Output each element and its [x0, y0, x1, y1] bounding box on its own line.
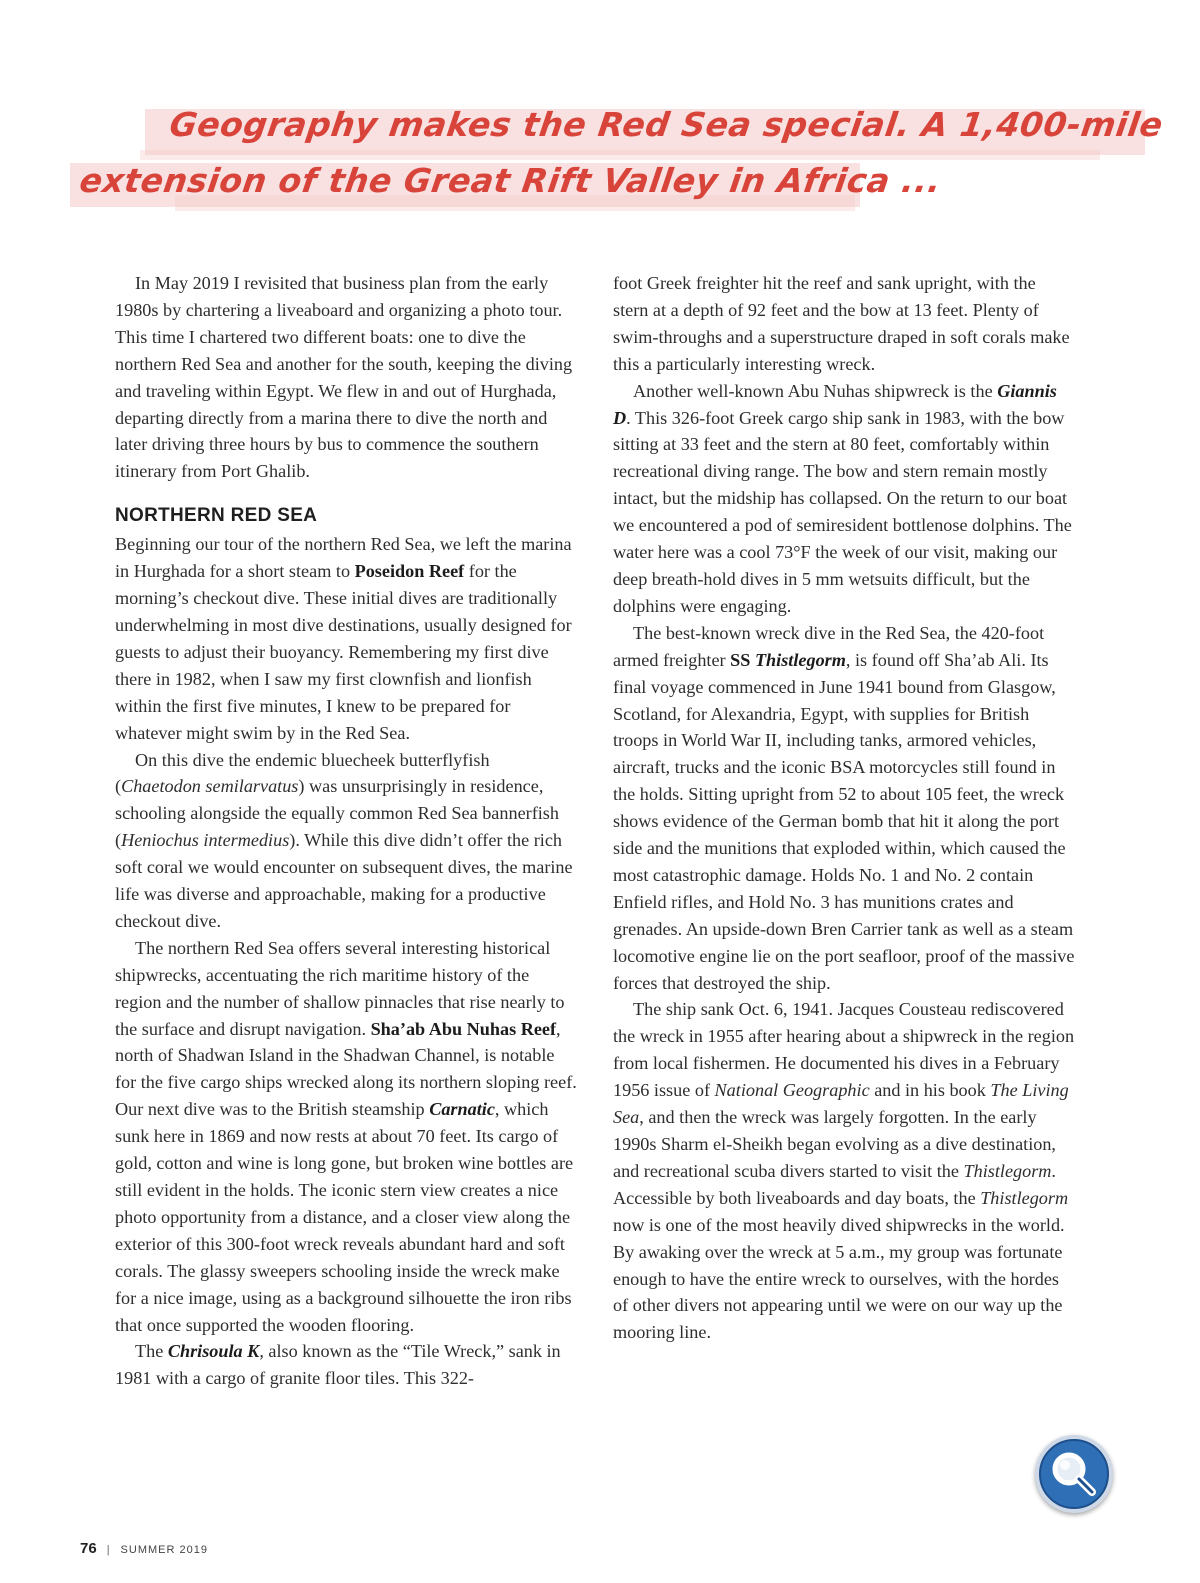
paragraph: The Chrisoula K, also known as the “Tile Wreck,” sank in 1981 with a cargo of granite floor tiles. This 322- [115, 1341, 561, 1389]
article-column-right [613, 270, 1075, 1346]
footer-separator: | [106, 1544, 111, 1556]
ship-name: SS Thistlegorm [730, 649, 846, 670]
ship-name: Carnatic [429, 1099, 495, 1120]
place-name: Sha’ab Abu Nuhas Reef [370, 1018, 557, 1039]
paragraph: The best-known wreck dive in the Red Sea, the 420-foot armed freighter SS Thistlegorm, is found off Sha’ab Ali. Its final voyage commenced in June 1941 bound from Glasgow, Scotland, for Alexandria, Egypt, with supplies for British troops in World War II, including tanks, armored vehicles, aircraft, trucks and the iconic BSA motorcycles still found in the holds. Sitting upright from 52 to about 105 feet, the wreck shows evidence of the German bomb that hit it along the port side and the munitions that exploded within, which caused the most catastrophic damage. Holds No. 1 and No. 2 contain Enfield rifles, and Hold No. 3 has munitions crates and grenades. An upside-down Bren Carrier tank as well as a steam locomotive engine lie on the port seafloor, proof of the massive forces that destroyed the ship. [613, 622, 1075, 993]
pull-quote [0, 95, 1200, 225]
paragraph: On this dive the endemic bluecheek butterflyfish (Chaetodon semilarvatus) was unsurprisingly in residence, schooling alongside the equally common Red Sea bannerfish (Heniochus intermedius). While this dive didn’t offer the rich soft coral we would encounter on subsequent dives, the marine life was diverse and approachable, making for a productive checkout dive. [115, 749, 573, 931]
ship-name: Giannis D [613, 380, 1057, 428]
book-title: The Living Sea [613, 1080, 1069, 1128]
paragraph: The northern Red Sea offers several interesting historical shipwrecks, accentuating the rich maritime history of the region and the number of shallow pinnacles that rise nearly to the surface and disrupt navigation. Sha’ab Abu Nuhas Reef, north of Shadwan Island in the Shadwan Channel, is notable for the five cargo ships wrecked along its northern sloping reef. Our next dive was to the British steamship Carnatic, which sunk here in 1869 and now rests at about 70 feet. Its cargo of gold, cotton and wine is long gone, but broken wine bottles are still evident in the holds. The iconic stern view creates a nice photo opportunity from a distance, and a closer view along the exterior of this 300-foot wreck reveals abundant hard and soft corals. The glassy sweepers schooling inside the wreck make for a nice image, using as a background silhouette the iron ribs that once supported the wooden flooring. [115, 937, 577, 1335]
zoom-button[interactable] [1035, 1435, 1113, 1513]
species-name: Chaetodon semilarvatus [121, 776, 299, 797]
article-column-left [115, 270, 577, 1392]
place-name: Poseidon Reef [354, 561, 465, 582]
paragraph: foot Greek freighter hit the reef and sank upright, with the stern at a depth of 92 feet and the bow at 13 feet. Plenty of swim-throughs and a superstructure draped in soft corals make this a particularly interesting wreck. [613, 273, 1070, 374]
ship-name: Chrisoula K [167, 1341, 260, 1362]
pull-quote-line-2: extension of the Great Rift Valley in Africa ... [77, 161, 944, 200]
page-number: 76 [80, 1540, 97, 1557]
pull-quote-highlight [140, 150, 1100, 160]
paragraph: Another well-known Abu Nuhas shipwreck is the Giannis D. This 326-foot Greek cargo ship sank in 1983, with the bow sitting at 33 feet and the stern at 80 feet, comfortably within recreational diving range. The bow and stern remain mostly intact, but the midship has collapsed. On the return to our boat we encountered a pod of semiresident bottlenose dolphins. The water here was a cool 73°F the week of our visit, making our deep breath-hold dives in 5 mm wetsuits difficult, but the dolphins were engaging. [613, 380, 1072, 616]
ship-name: Thistlegorm [980, 1187, 1069, 1208]
publication-title: National Geographic [714, 1080, 870, 1101]
section-heading: NORTHERN RED SEA [115, 505, 318, 527]
species-name: Heniochus intermedius [121, 830, 290, 851]
page-footer [80, 1540, 208, 1557]
magnifier-icon [1035, 1435, 1113, 1513]
pull-quote-line-1: Geography makes the Red Sea special. A 1,400-mile [167, 105, 1166, 144]
paragraph: The ship sank Oct. 6, 1941. Jacques Cousteau rediscovered the wreck in 1955 after hearing about a shipwreck in the region from local fishermen. He documented his dives in a February 1956 issue of National Geographic and in his book The Living Sea, and then the wreck was largely forgotten. In the early 1990s Sharm el-Sheikh began evolving as a dive destination, and recreational scuba divers started to visit the Thistlegorm. Accessible by both liveaboards and day boats, the Thistlegorm now is one of the most heavily dived shipwrecks in the world. By awaking over the wreck at 5 a.m., my group was fortunate enough to have the entire wreck to ourselves, with the hordes of other divers not appearing until we were on our way up the mooring line. [613, 999, 1075, 1343]
paragraph: Beginning our tour of the northern Red Sea, we left the marina in Hurghada for a short steam to Poseidon Reef for the morning’s checkout dive. These initial dives are traditionally underwhelming in most dive destinations, usually designed for guests to adjust their buoyancy. Remembering my first dive there in 1982, when I saw my first clownfish and lionfish within the first five minutes, I knew to be prepared for whatever might swim by in the Red Sea. [115, 534, 572, 743]
paragraph: In May 2019 I revisited that business plan from the early 1980s by chartering a liveaboard and organizing a photo tour. This time I chartered two different boats: one to dive the northern Red Sea and another for the south, keeping the diving and traveling within Egypt. We flew in and out of Hurghada, departing directly from a marina there to dive the north and later driving three hours by bus to commence the southern itinerary from Port Ghalib. [115, 273, 573, 482]
ship-name: Thistlegorm [963, 1160, 1052, 1181]
issue-label: SUMMER 2019 [120, 1544, 208, 1556]
